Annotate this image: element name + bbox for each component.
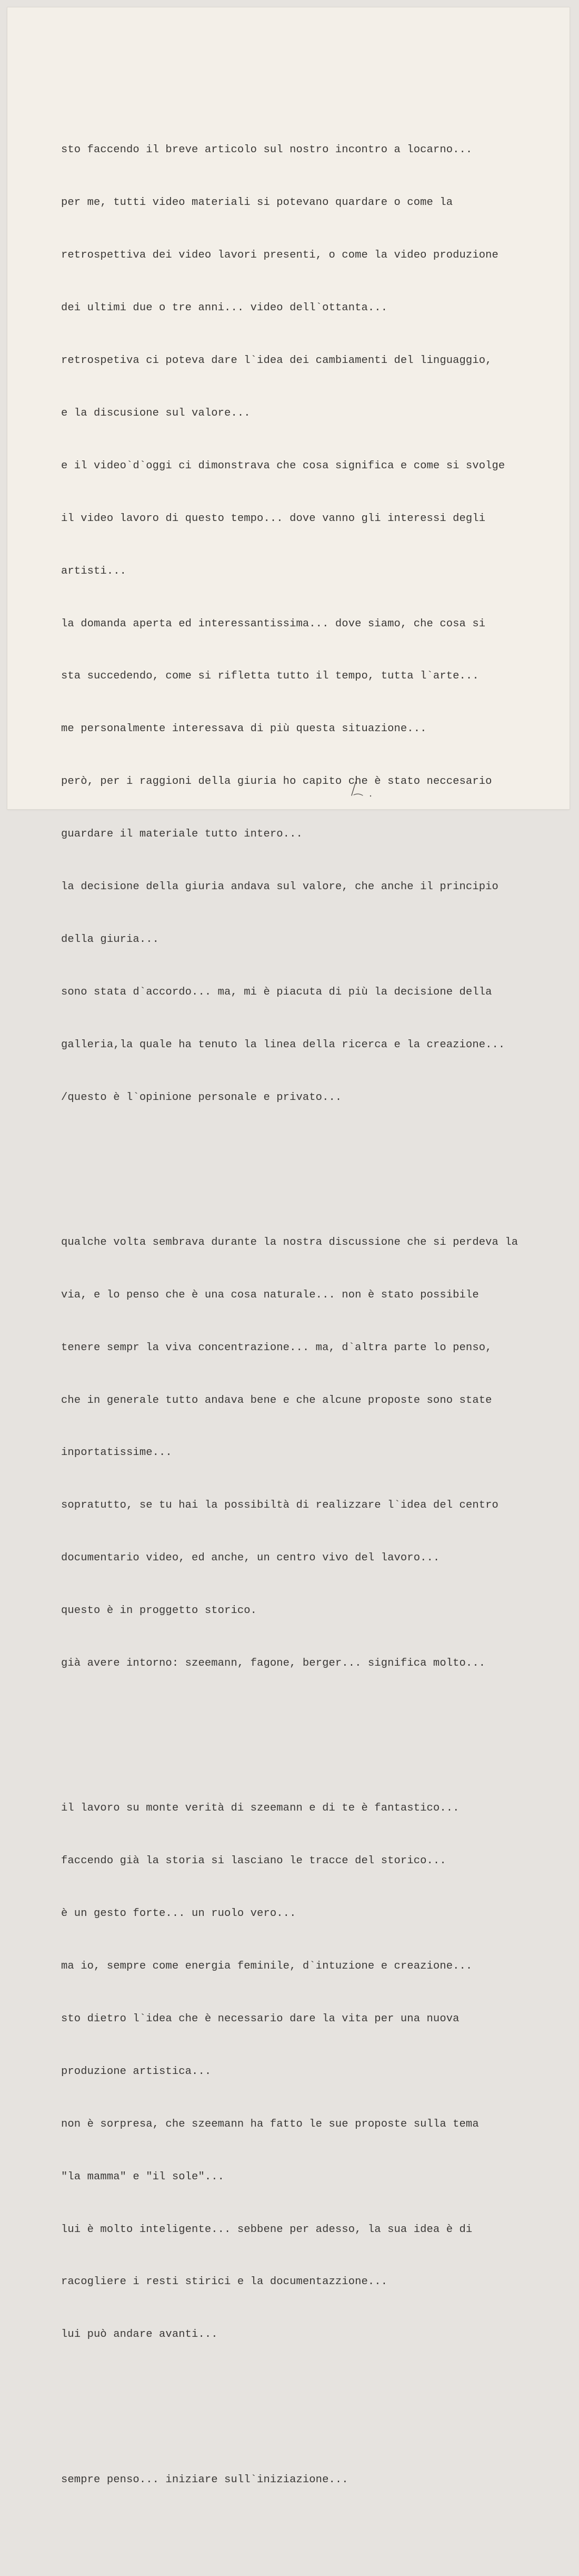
text-line: però, per i raggioni della giuria ho capito che è stato neccesario: [61, 775, 492, 788]
text-line: via, e lo penso che è una cosa naturale... non è stato possibile: [61, 1289, 479, 1301]
paragraph-discussion: [61, 1198, 566, 1707]
text-line: retrospettiva dei video lavori presenti, o come la video produzione: [61, 249, 498, 262]
text-line: artisti...: [61, 565, 127, 577]
text-line: che in generale tutto andava bene e che alcune proposte sono state: [61, 1394, 492, 1407]
text-line: me personalmente interessava di più questa situazione...: [61, 723, 427, 735]
paragraph-locarno-meeting: [61, 106, 566, 1142]
text-line: sto faccendo il breve articolo sul nostro incontro a locarno...: [61, 144, 473, 156]
text-line: la decisione della giuria andava sul valore, che anche il principio: [61, 880, 498, 893]
paragraph-monte-verita: [61, 1765, 566, 2378]
text-line: guardare il materiale tutto intero...: [61, 828, 303, 841]
text-line: ma io, sempre come energia feminile, d`intuzione e creazione...: [61, 1960, 473, 1973]
text-line: qualche volta sembrava durante la nostra discussione che si perdeva la: [61, 1236, 518, 1248]
text-line: "la mamma" e "il sole"...: [61, 2170, 225, 2183]
text-line: sta succedendo, come si rifletta tutto il tempo, tutta l`arte...: [61, 670, 479, 683]
typewritten-page: [7, 7, 570, 2486]
signature-mark: [348, 778, 385, 799]
text-line: sempre penso... iniziare sull`iniziazione...: [61, 2473, 348, 2486]
text-line: non è sorpresa, che szeemann ha fatto le sue proposte sulla tema: [61, 2118, 479, 2130]
handwritten-signature: [348, 778, 385, 799]
text-line: lui è molto inteligente... sebbene per adesso, la sua idea è di: [61, 2223, 473, 2236]
text-line: inportatissime...: [61, 1447, 172, 1459]
text-line: già avere intorno: szeemann, fagone, berger... significa molto...: [61, 1657, 486, 1670]
text-line: retrospetiva ci poteva dare l`idea dei cambiamenti del linguaggio,: [61, 355, 492, 367]
text-line: racogliere i resti stirici e la documentazzione...: [61, 2276, 388, 2288]
text-line: sto dietro l`idea che è necessario dare la vita per una nuova: [61, 2012, 460, 2025]
text-line: tenere sempr la viva concentrazione... ma, d`altra parte lo penso,: [61, 1341, 492, 1354]
text-line: è un gesto forte... un ruolo vero...: [61, 1908, 296, 1920]
text-line: galleria,la quale ha tenuto la linea della ricerca e la creazione...: [61, 1038, 505, 1051]
text-line: lui può andare avanti...: [61, 2328, 218, 2341]
text-line: sono stata d`accordo... ma, mi è piacuta di più la decisione della: [61, 986, 492, 998]
paragraph-closing: [61, 2436, 566, 2523]
text-line: il lavoro su monte verità di szeemann e di te è fantastico...: [61, 1802, 460, 1815]
text-line: il video lavoro di questo tempo... dove vanno gli interessi degli: [61, 512, 486, 525]
text-line: questo è in proggetto storico.: [61, 1605, 257, 1617]
text-line: e la discusione sul valore...: [61, 407, 251, 419]
text-line: documentario video, ed anche, un centro vivo del lavoro...: [61, 1552, 440, 1565]
text-line: la domanda aperta ed interessantissima... dove siamo, che cosa si: [61, 617, 486, 630]
text-line: /questo è l`opinione personale e privato...: [61, 1091, 342, 1104]
text-line: faccendo già la storia si lasciano le tracce del storico...: [61, 1855, 446, 1867]
text-line: dei ultimi due o tre anni... video dell`ottanta...: [61, 302, 388, 314]
text-line: per me, tutti video materiali si potevano quardare o come la: [61, 196, 453, 209]
text-line: e il video`d`oggi ci dimonstrava che cosa significa e come si svolge: [61, 459, 505, 472]
text-line: produzione artistica...: [61, 2065, 212, 2078]
text-line: della giuria...: [61, 933, 159, 946]
text-line: sopratutto, se tu hai la possibiltà di realizzare l`idea del centro: [61, 1499, 498, 1512]
typed-text-body: [61, 54, 566, 2576]
